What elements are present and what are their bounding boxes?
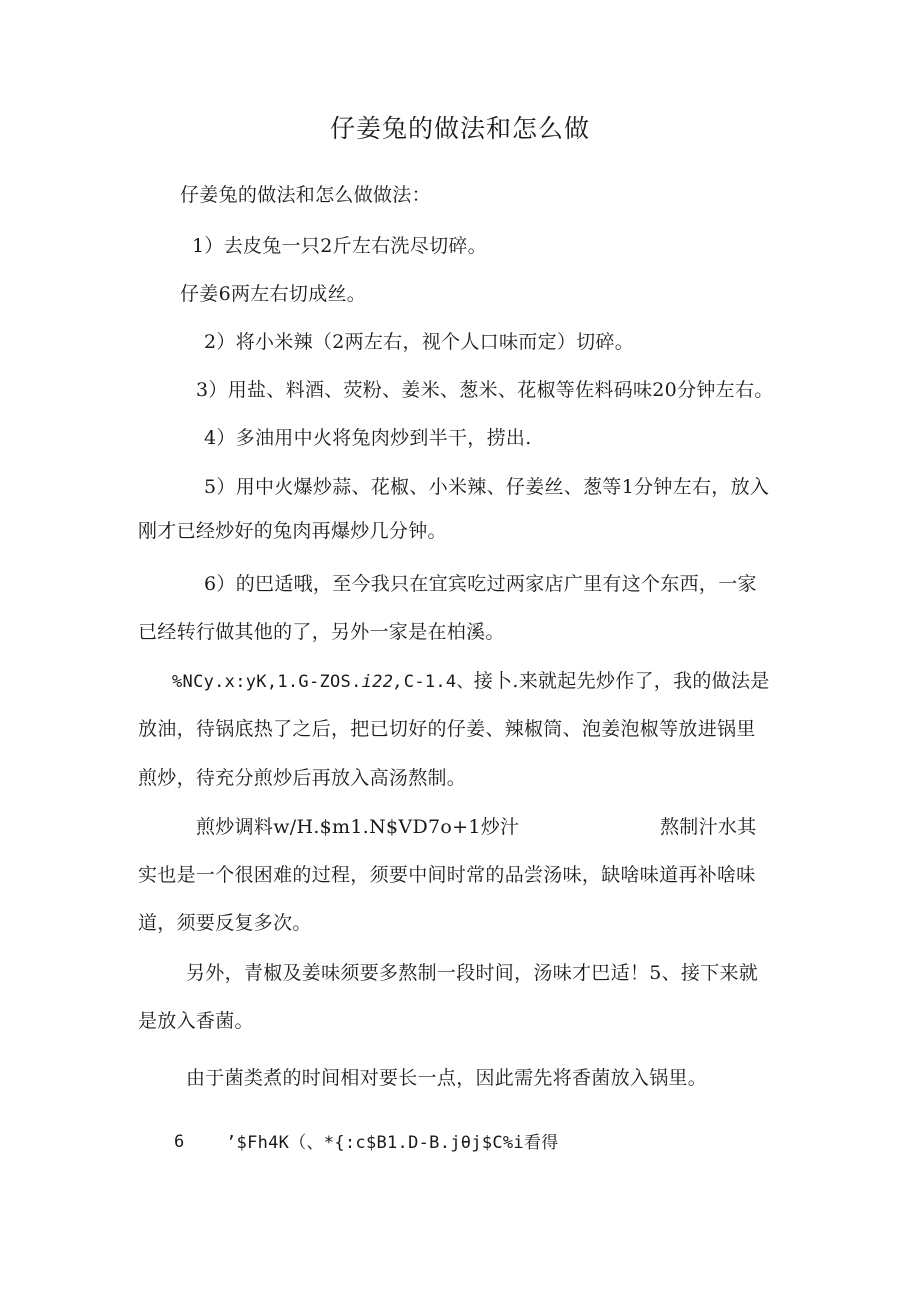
para-9-line-2: 是放入香菌。 [138, 1010, 254, 1032]
step-2-line: 2）将小米辣（2两左右，视个人口味而定）切碎。 [204, 331, 635, 353]
document-title: 仔姜兔的做法和怎么做 [329, 114, 590, 143]
para-7-line-1-rest: 接卜.来就起先炒作了，我的做法是 [473, 670, 770, 692]
para-9-line-1: 另外，青椒及姜味须要多熬制一段时间，汤味才巴适！5、接下来就 [186, 962, 759, 984]
step-5-line-2: 刚才已经炒好的兔肉再爆炒几分钟。 [138, 520, 447, 542]
para-8-line-3: 道，须要反复多次。 [138, 912, 312, 934]
para-7-line-3: 煎炒，待充分煎炒后再放入高汤熬制。 [138, 767, 467, 789]
intro-line: 仔姜兔的做法和怎么做做法： [180, 184, 431, 206]
step-4-line: 4）多油用中火将兔肉炒到半干，捞出. [204, 427, 532, 449]
garbled-code-c: C-1.4、 [403, 672, 474, 692]
para-8-line-2: 实也是一个很困难的过程，须要中间时常的品尝汤味，缺啥味道再补啥味 [138, 864, 756, 886]
step-6-line-1: 6）的巴适哦，至今我只在宜宾吃过两家店广里有这个东西，一家 [204, 573, 757, 595]
garbled-code-a: %NCy.x:yK,1.G-ZOS. [172, 672, 362, 692]
garbled-code-b: i22, [361, 672, 404, 692]
para-11-number: 6 [174, 1132, 185, 1152]
step-3-line: 3）用盐、料酒、荧粉、姜米、葱米、花椒等佐料码味20分钟左右。 [196, 379, 774, 401]
para-8-left-text: 煎炒调料w/H.$m1.N$VD7o+1炒汁 [196, 816, 520, 838]
para-11-text [226, 1129, 559, 1156]
step-1-line: 1）去皮兔一只2斤左右洗尽切碎。 [192, 235, 487, 257]
para-8-right: 熬制汁水其 [660, 816, 757, 838]
step-1b-line: 仔姜6两左右切成丝。 [180, 283, 367, 305]
para-7-line-2: 放油，待锅底热了之后，把已切好的仔姜、辣椒筒、泡姜泡椒等放进锅里 [138, 718, 756, 740]
para-7-line-1 [172, 668, 770, 695]
step-6-line-2: 已经转行做其他的了，另外一家是在柏溪。 [138, 621, 505, 643]
para-10-line: 由于菌类煮的时间相对要长一点，因此需先将香菌放入锅里。 [186, 1067, 708, 1089]
para-11-garbled: ’$Fh4K（、*{:c$B1.D-B.jθj$C%i看得 [226, 1133, 559, 1153]
step-5-line-1: 5）用中火爆炒蒜、花椒、小米辣、仔姜丝、葱等1分钟左右，放入 [204, 476, 770, 498]
para-8-left [196, 814, 519, 840]
